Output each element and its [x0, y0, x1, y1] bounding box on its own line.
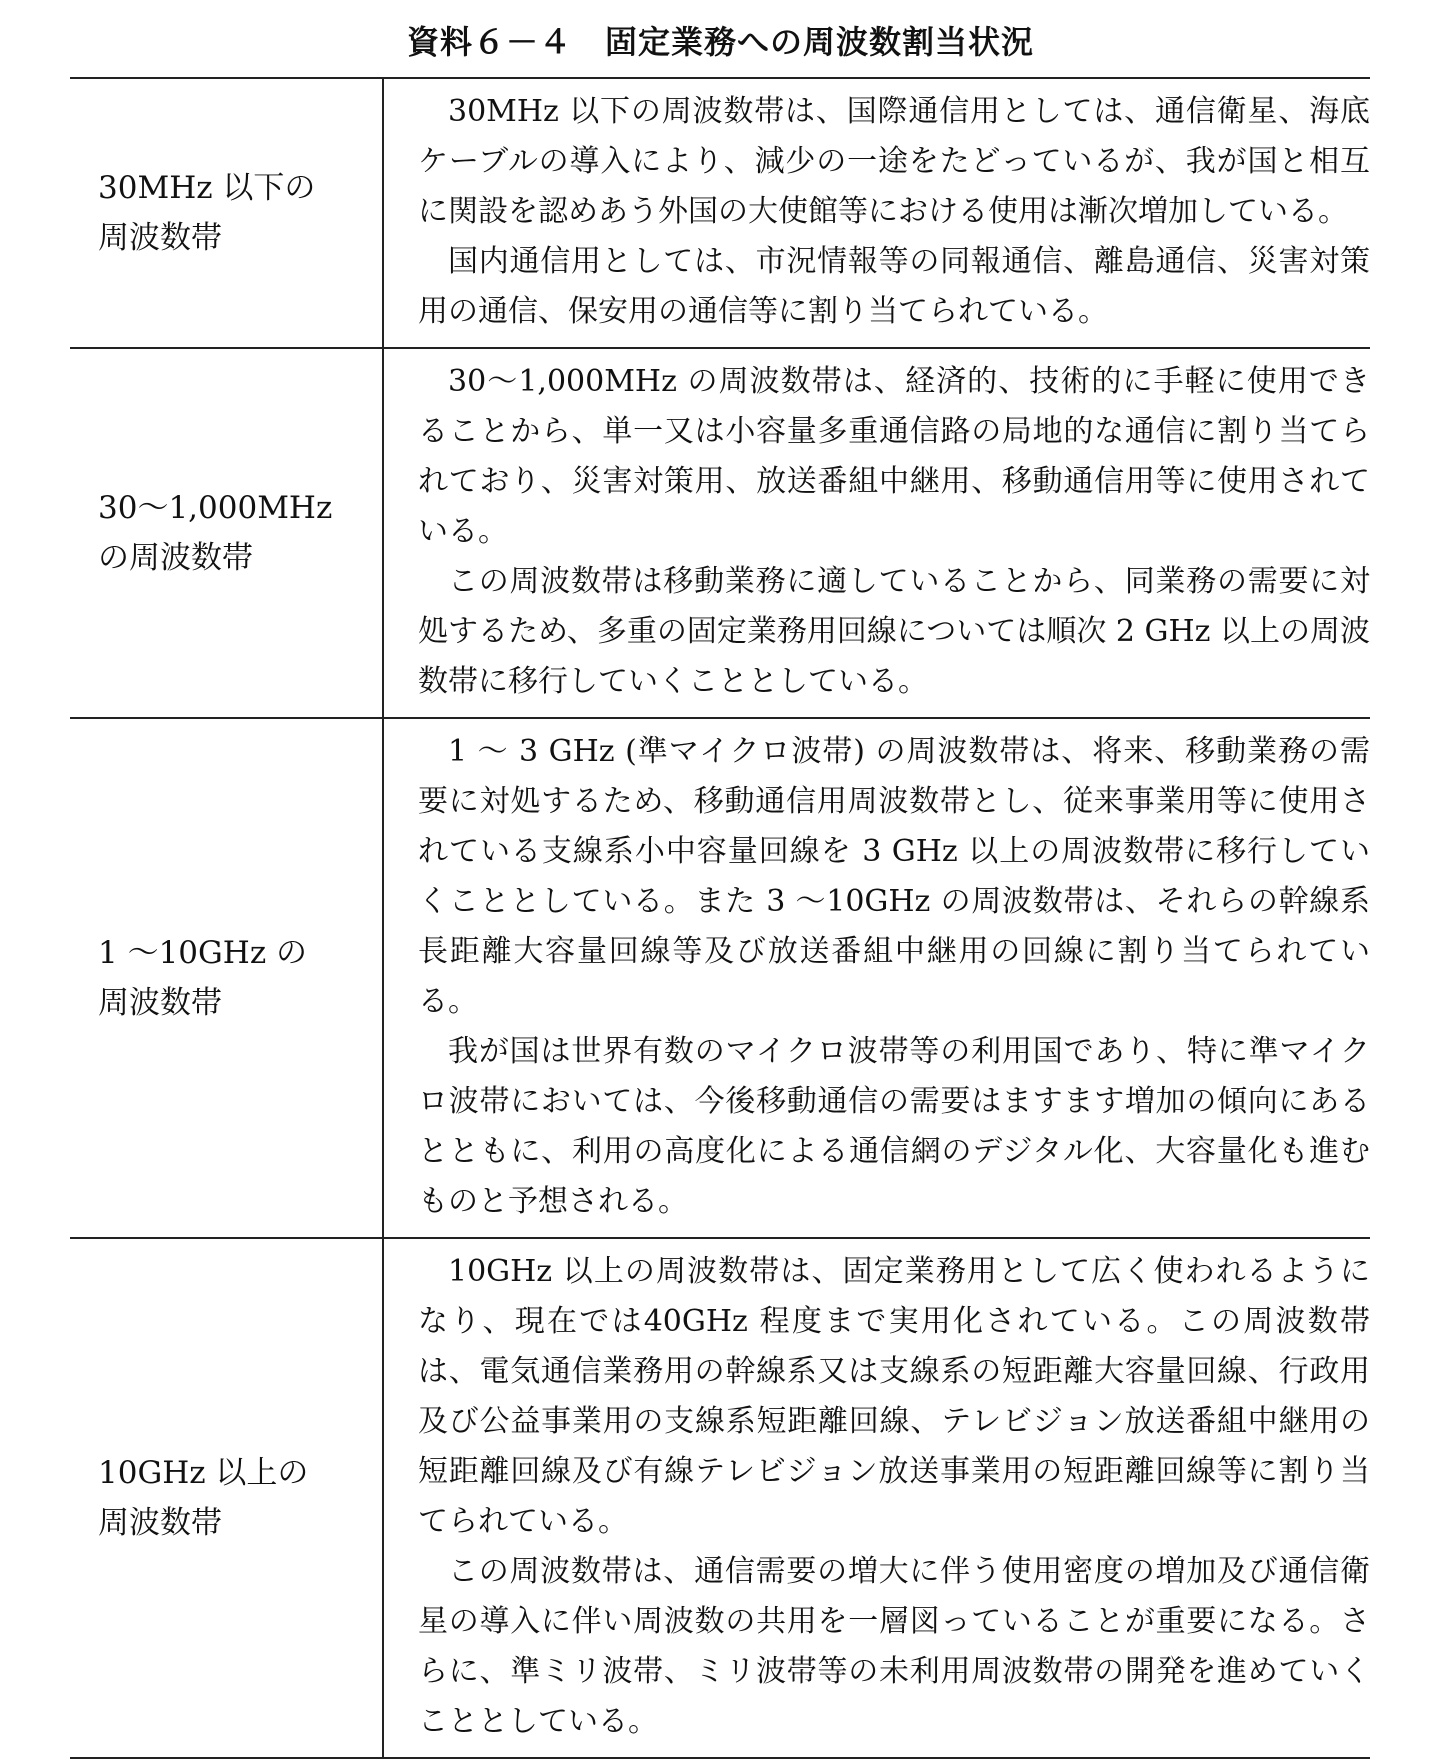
table-row: [70, 1238, 1370, 1758]
description-paragraph: 我が国は世界有数のマイクロ波帯等の利用国であり、特に準マイクロ波帯においては、今後移動通信の需要はますます増加の傾向にあるとともに、利用の高度化による通信網のデジタル化、大容量化も進むものと予想される。: [418, 1034, 1370, 1219]
band-description-cell: [383, 348, 1370, 718]
band-label-line: 10GHz 以上の: [98, 1455, 309, 1491]
description-paragraph: 30MHz 以下の周波数帯は、国際通信用としては、通信衛星、海底ケーブルの導入により、減少の一途をたどっているが、我が国と相互に関設を認めあう外国の大使館等における使用は漸次増加している。: [418, 94, 1370, 229]
band-label-cell: [70, 78, 383, 348]
description-paragraph: 30～1,000MHz の周波数帯は、経済的、技術的に手軽に使用できることから、単一又は小容量多重通信路の局地的な通信に割り当てられており、災害対策用、放送番組中継用、移動通信用等に使用されている。: [418, 364, 1370, 549]
description-paragraph: この周波数帯は、通信需要の増大に伴う使用密度の増加及び通信衛星の導入に伴い周波数の共用を一層図っていることが重要になる。さらに、準ミリ波帯、ミリ波帯等の未利用周波数帯の開発を進めていくこととしている。: [418, 1554, 1370, 1739]
band-label-line: 周波数帯: [98, 1505, 222, 1541]
band-label-cell: [70, 1238, 383, 1758]
description-paragraph: 10GHz 以上の周波数帯は、固定業務用として広く使われるようになり、現在では40GHz 程度まで実用化されている。この周波数帯は、電気通信業務用の幹線系又は支線系の短距離大容量回線、行政用及び公益事業用の支線系短距離回線、テレビジョン放送番組中継用の短距離回線及び有線テレビジョン放送事業用の短距離回線等に割り当てられている。: [418, 1254, 1370, 1539]
band-label-cell: [70, 348, 383, 718]
band-label-line: 30MHz 以下の: [98, 170, 316, 206]
description-paragraph: 1 ～ 3 GHz (準マイクロ波帯) の周波数帯は、将来、移動業務の需要に対処するため、移動通信用周波数帯とし、従来事業用等に使用されている支線系小中容量回線を 3 GHz 以上の周波数帯に移行していくこととしている。また 3 ～10GHz の周波数帯は、それらの幹線系長距離大容量回線等及び放送番組中継用の回線に割り当てられている。: [418, 734, 1370, 1019]
table-row: [70, 718, 1370, 1238]
band-description-cell: [383, 1238, 1370, 1758]
band-label-line: 周波数帯: [98, 985, 222, 1021]
document-title: 資料６－４ 固定業務への周波数割当状況: [406, 23, 1034, 61]
band-label-line: 周波数帯: [98, 220, 222, 256]
frequency-allocation-table: [70, 77, 1370, 1759]
band-description-cell: [383, 78, 1370, 348]
description-paragraph: この周波数帯は移動業務に適していることから、同業務の需要に対処するため、多重の固定業務用回線については順次 2 GHz 以上の周波数帯に移行していくこととしている。: [418, 564, 1370, 699]
table-row: [70, 348, 1370, 718]
band-label-line: 1 ～10GHz の: [98, 935, 308, 971]
description-paragraph: 国内通信用としては、市況情報等の同報通信、離島通信、災害対策用の通信、保安用の通信等に割り当てられている。: [418, 244, 1370, 329]
table-row: [70, 78, 1370, 348]
band-label-cell: [70, 718, 383, 1238]
band-label-line: 30～1,000MHz: [98, 490, 333, 526]
band-label-line: の周波数帯: [98, 540, 253, 576]
band-description-cell: [383, 718, 1370, 1238]
